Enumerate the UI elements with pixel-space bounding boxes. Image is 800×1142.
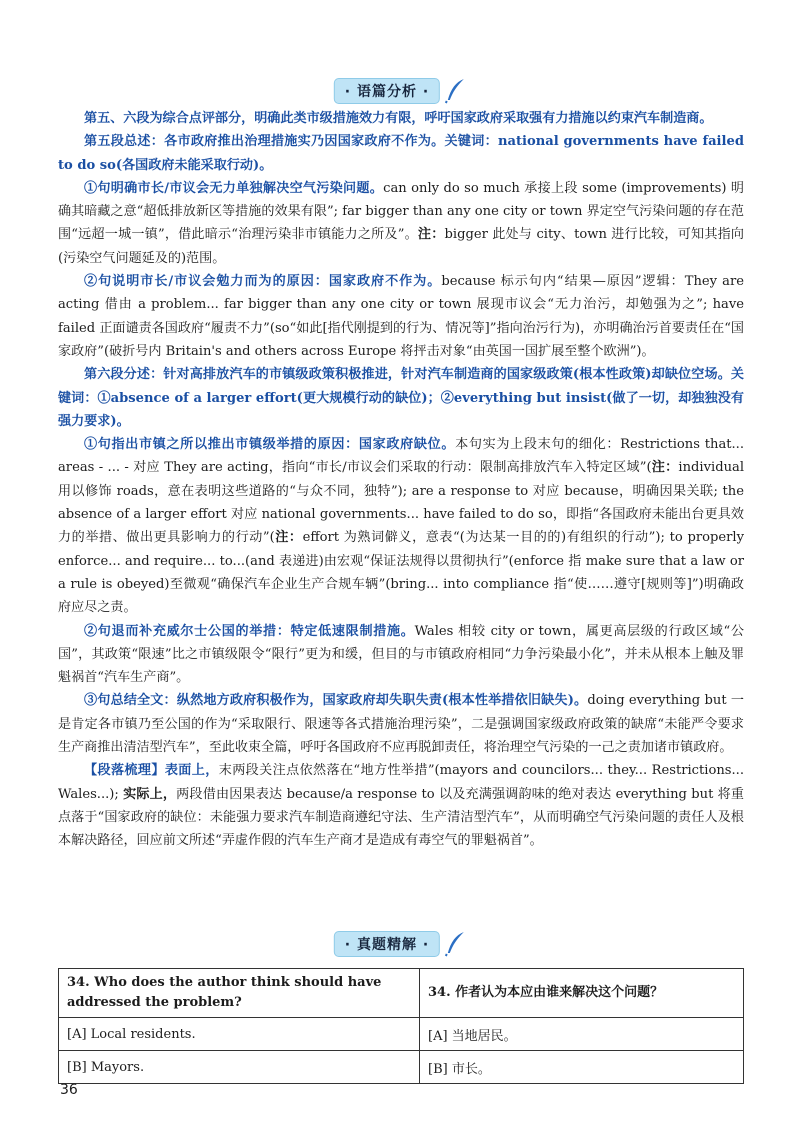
p6-s1-heading: ①句指出市镇之所以推出市镇级举措的原因：国家政府缺位。 xyxy=(84,437,456,453)
paragraph-p5-s2 xyxy=(58,270,744,363)
summary-label-2: 实际上， xyxy=(123,786,177,802)
summary-text-2: 两段借由因果表达 because/a response to 以及充满强调韵味的绝对表达 everything but 将重点落于“国家政府的缺位：未能强力要求汽车制造商遵纪守法、生产清洁型汽车”，从而明确空气污染问题的责任人及根本解决路径，回应前文所述“弄虚作假的汽车生产商才是造成有毒空气的罪魁祸首”。 xyxy=(58,786,745,849)
summary-text-1: 末两段关注点依然落在“地方性举措”(mayors and councilors... they... Restrictions... Wales...); xyxy=(58,763,744,802)
option-row-a xyxy=(59,1018,744,1051)
p5-s1-heading: ①句明确市长/市议会无力单独解决空气污染问题。 xyxy=(84,180,384,196)
question-zh: 34. 作者认为本应由谁来解决这个问题？ xyxy=(420,969,744,1018)
p6-s1-text: 本句实为上段末句的细化：Restrictions that... areas - ... - 对应 They are acting，指向“市长/市议会们采取的行动：限制高排放汽车入特定区域”( xyxy=(58,437,745,476)
section-banner-analysis xyxy=(334,78,466,104)
question-row xyxy=(59,969,744,1018)
paragraph-p6-s2 xyxy=(58,620,744,690)
p6-s1-text-2: individual 用以修饰 roads，意在表明这些道路的“与众不同，独特”); are a response to 对应 because，明确因果关联; the absence of a larger effort 对应 national governments... have failed to do so，即指“各国政府未能出台更具效力的举措、做出更具影响力的行动”( xyxy=(58,460,745,546)
summary-label: 【段落梳理】表面上， xyxy=(84,763,219,779)
page-number: 36 xyxy=(60,1082,78,1098)
p6-s3-text: doing everything but 一是肯定各市镇乃至公国的作为“采取限行、限速等各式措施治理污染”，二是强调国家级政府政策的缺席“未能严令要求生产商推出清洁型汽车”，至此收束全篇，呼吁各国政府不应再脱卸责任，将治理空气污染的一己之责加诸市镇政府。 xyxy=(58,693,744,756)
section-title-exam: · 真题精解 · xyxy=(334,931,440,957)
paragraph-p6-s1 xyxy=(58,433,744,619)
quill-pen-icon xyxy=(444,931,466,957)
note-label: 注： xyxy=(274,530,303,546)
paragraph-para6-summary: 第六段分述：针对高排放汽车的市镇级政策积极推进，针对汽车制造商的国家级政策(根本性政策)却缺位空场。关键词：①absence of a larger effort(更大规模行动的缺位)；②everything but insist(做了一切，却独独没有强力要求)。 xyxy=(58,367,744,429)
paragraph-p5-s1 xyxy=(58,177,744,270)
p5-s2-text: because 标示句内“结果—原因”逻辑：They are acting 借由 a problem... far bigger than any one city or town 展现市议会“无力治污，却勉强为之”; have failed 正面谴责各国政府“履责不力”(so“如此[指代刚提到的行为、情况等]”指向治污行为)，亦明确治污首要责任在“国家政府”(破折号内 Britain's and others across Europe 将抨击对象“由英国一国扩展至整个欧洲”)。 xyxy=(58,274,744,359)
paragraph-p6-s3 xyxy=(58,689,744,759)
question-table xyxy=(58,968,744,1084)
p5-s1-text: can only do so much 承接上段 some (improvements) 明确其暗藏之意“超低排放新区等措施的效果有限”; far bigger than any one city or town 界定空气污染问题的存在范围“远超一城一镇”，借此暗示“治理污染非市镇能力之所及”。 xyxy=(58,180,744,243)
option-a-en: [A] Local residents. xyxy=(59,1018,420,1051)
p6-s2-text: Wales 相较 city or town，属更高层级的行政区域“公国”，其政策“限速”比之市镇级限令“限行”更为和缓，但目的与市镇政府相同“力争污染最小化”，并未从根本上触及罪魁祸首“汽车生产商”。 xyxy=(58,623,745,686)
paragraph-para5-summary: 第五段总述：各市政府推出治理措施实乃因国家政府不作为。关键词：national governments have failed to do so(各国政府未能采取行动)。 xyxy=(58,134,744,173)
option-b-zh: [B] 市长。 xyxy=(420,1051,744,1084)
p6-s3-heading: ③句总结全文：纵然地方政府积极作为，国家政府却失职失责(根本性举措依旧缺失)。 xyxy=(84,693,588,709)
section-banner-exam xyxy=(334,931,466,957)
note-label: 注： xyxy=(417,227,445,243)
p6-s2-heading: ②句退而补充威尔士公国的举措：特定低速限制措施。 xyxy=(84,623,415,639)
p6-s1-text-3: effort 为熟词僻义，意表“(为达某一目的的)有组织的行动”); to properly enforce... and require... to...(and 表递进)由宏观“保证法规得以贯彻执行”(enforce 指 make sure that a law or a rule is obeyed)至微观“确保汽车企业生产合规车辆”(bring... into compliance 指“使……遵守[规则等]”)明确政府应尽之责。 xyxy=(58,530,744,616)
section-title-analysis: · 语篇分析 · xyxy=(334,78,440,104)
p5-s1-note: bigger 此处与 city、town 进行比较，可知其指向(污染空气问题延及的)范围。 xyxy=(58,227,744,266)
option-b-en: [B] Mayors. xyxy=(59,1051,420,1084)
option-row-b xyxy=(59,1051,744,1084)
note-label: 注： xyxy=(651,460,679,476)
option-a-zh: [A] 当地居民。 xyxy=(420,1018,744,1051)
paragraph-overview: 第五、六段为综合点评部分，明确此类市级措施效力有限，呼吁国家政府采取强有力措施以约束汽车制造商。 xyxy=(84,111,713,126)
p5-s2-heading: ②句说明市长/市议会勉力而为的原因：国家政府不作为。 xyxy=(84,274,442,290)
quill-pen-icon xyxy=(444,78,466,104)
question-en: 34. Who does the author think should have addressed the problem? xyxy=(59,969,420,1018)
paragraph-structure-summary xyxy=(58,759,744,852)
analysis-body xyxy=(58,107,744,853)
